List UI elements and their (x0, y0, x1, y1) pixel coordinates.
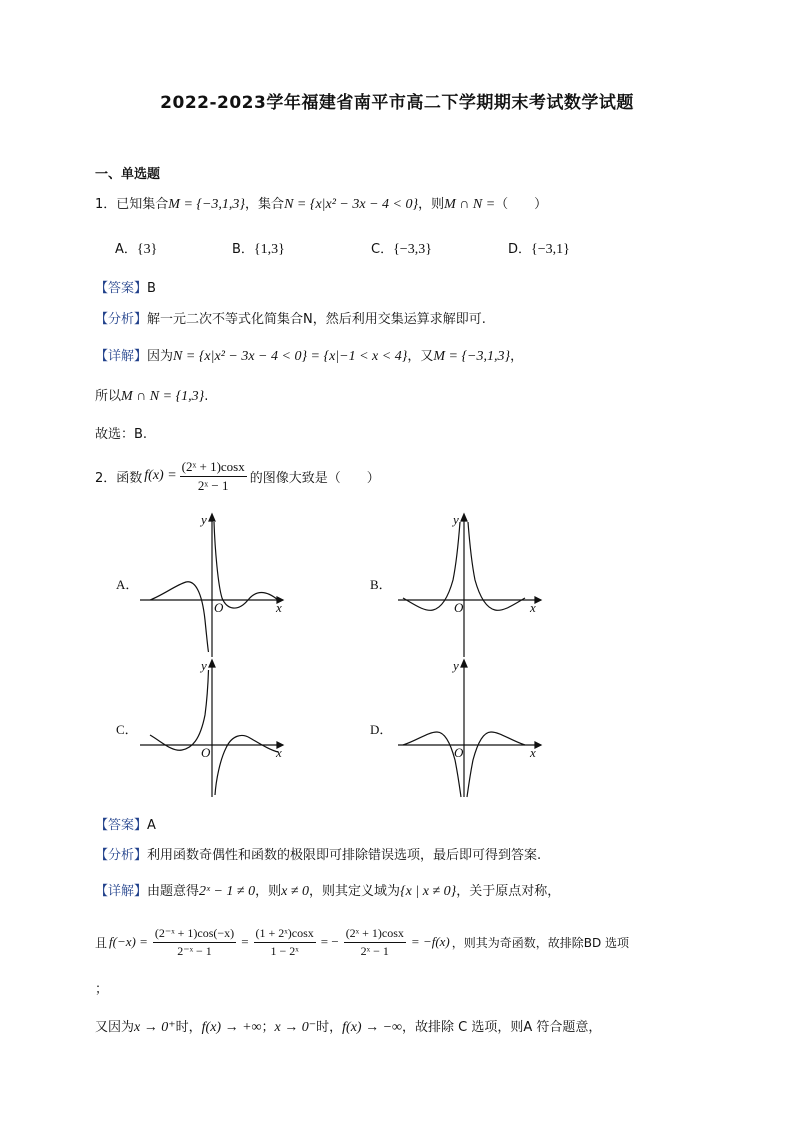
q1-option-a: A．{3} (115, 242, 158, 257)
graph-c-label: C． (116, 722, 138, 737)
section-heading: 一、单选题 (95, 167, 161, 182)
q1-analysis: 【分析】解一元二次不等式化简集合N，然后利用交集运算求解即可. (95, 312, 486, 327)
svg-text:x: x (530, 600, 536, 615)
q1-answer-blank: （ ） (495, 197, 548, 212)
svg-text:x: x (276, 600, 282, 615)
q2-detail-odd-function: 且 f(−x) = $\frac{\text{(2⁻ˣ + 1)cos(−x)}}{\text{2⁻ˣ − 1}}$ = $\frac{\text{(1 + 2ˣ)cosx}}{\text{1 − 2ˣ}}$ = − $\frac{\text{(2ˣ + 1)cosx}}{\text{2ˣ − 1}}$ = −f(x) ，则其为奇函数，故排除BD 选项 (95, 925, 630, 958)
q2-detail: 【详解】由题意得2ˣ − 1 ≠ 0，则x ≠ 0，则其定义域为{x | x ≠ 0}，关于原点对称， (95, 884, 561, 899)
q1-answer: 【答案】B (95, 281, 156, 296)
svg-text:x: x (276, 745, 282, 760)
page-title: 2022-2023学年福建省南平市高二下学期期末考试数学试题 (160, 93, 634, 113)
q2-detail-limits: 又因为x → 0⁺时，f(x) → +∞；x → 0⁻时，f(x) → −∞，故排除 C 选项，则A 符合题意， (95, 1020, 602, 1035)
q1-set-M: M = {−3,1,3} (168, 197, 246, 212)
q1-intersection-expr: M ∩ N = (444, 197, 496, 212)
graph-a-label: A． (116, 577, 139, 592)
q1-stem-mid2: ，则 (418, 197, 445, 212)
svg-text:O: O (214, 600, 224, 615)
q2-function-fraction: $\frac{\text{(2ˣ + 1)cosx}}{\text{2ˣ − 1}}$ (181, 458, 245, 493)
q1-stem-prefix: 1．已知集合 (95, 197, 169, 212)
svg-text:O: O (201, 745, 211, 760)
graph-d (398, 660, 541, 797)
q1-stem-mid1: ，集合 (245, 197, 285, 212)
graph-d-label: D． (370, 722, 393, 737)
svg-text:y: y (201, 658, 207, 673)
svg-text:y: y (453, 658, 459, 673)
q2-function-name: f(x) = (144, 468, 177, 483)
q1-detail: 【详解】因为N = {x|x² − 3x − 4 < 0} = {x|−1 < x < 4}，又M = {−3,1,3}， (95, 349, 524, 364)
svg-text:O: O (454, 600, 464, 615)
q2-analysis: 【分析】利用函数奇偶性和函数的极限即可排除错误选项，最后即可得到答案. (95, 848, 542, 863)
graph-b (398, 514, 541, 657)
graph-a (140, 514, 283, 657)
svg-text:x: x (530, 745, 536, 760)
svg-text:y: y (453, 512, 459, 527)
graph-b-label: B． (370, 577, 392, 592)
q2-detail-wrap: ； (95, 982, 109, 997)
q1-option-d: D．{−3,1} (508, 242, 570, 257)
q2-stem-prefix: 2．函数 (95, 470, 143, 486)
q1-option-b: B．{1,3} (232, 242, 285, 257)
q1-option-c: C．{−3,3} (371, 242, 432, 257)
svg-text:y: y (201, 512, 207, 527)
graph-c (140, 660, 283, 797)
q2-stem-suffix: 的图像大致是（ ） (249, 470, 380, 486)
q1-conclusion: 故选：B. (95, 427, 148, 442)
q2-answer: 【答案】A (95, 818, 156, 833)
q1-set-N: N = {x|x² − 3x − 4 < 0} (284, 197, 419, 212)
q1-detail-line2: 所以M ∩ N = {1,3}. (95, 389, 209, 404)
svg-text:O: O (454, 745, 464, 760)
